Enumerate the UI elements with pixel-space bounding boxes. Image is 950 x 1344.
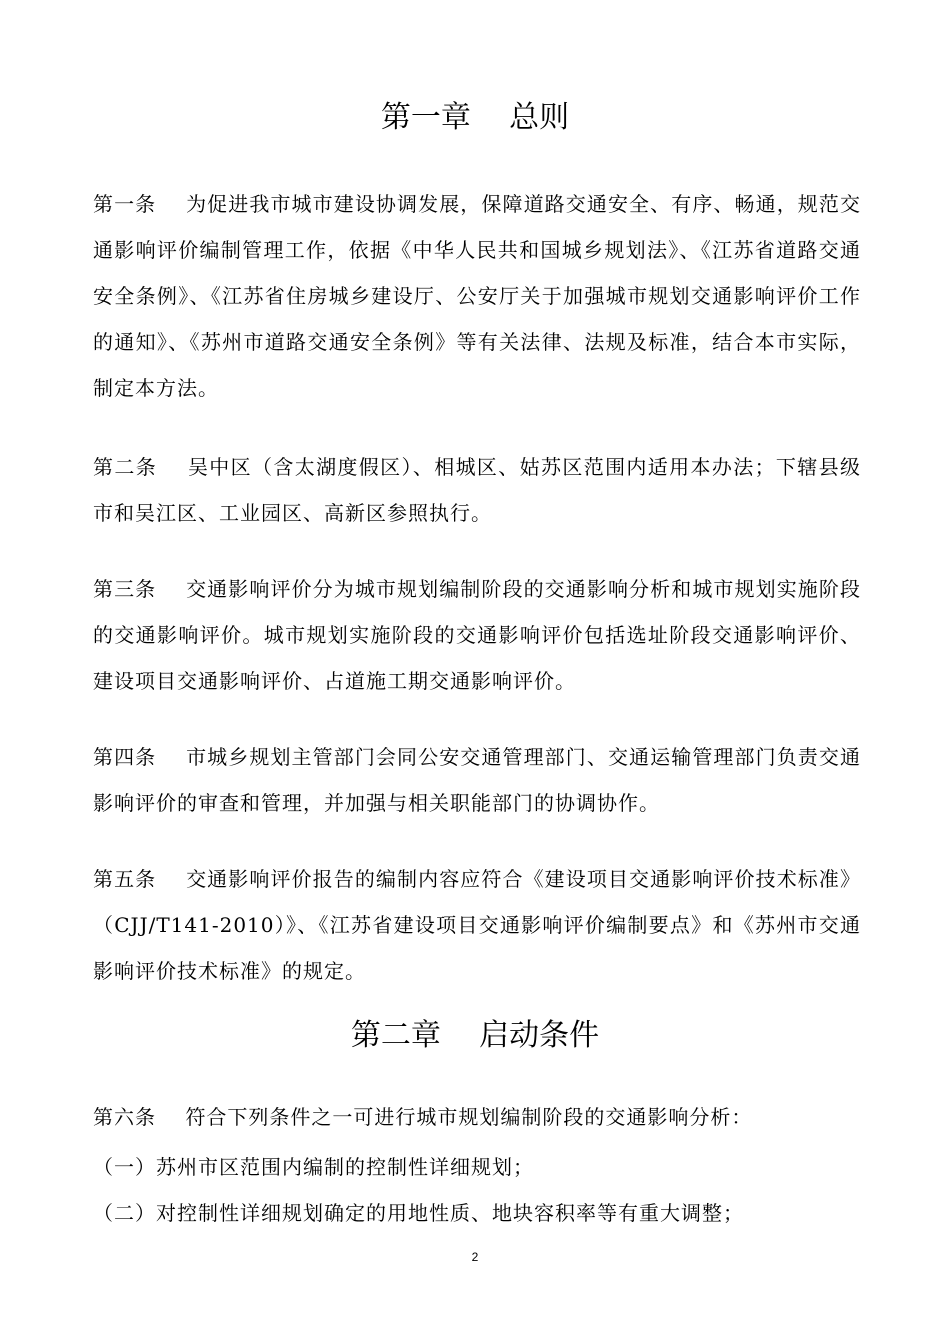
list-item-2: （二）对控制性详细规划确定的用地性质、地块容积率等有重大调整；: [93, 1201, 744, 1225]
list-item-1: （一）苏州市区范围内编制的控制性详细规划；: [93, 1155, 534, 1179]
article-number: 第六条: [93, 1105, 156, 1129]
article-number: 第二条: [93, 455, 158, 479]
page-number: 2: [471, 1250, 479, 1264]
article-text: 交通影响评价分为城市规划编制阶段的交通影响分析和城市规划实施阶段的交通影响评价。城市规划实施阶段的交通影响评价包括选址阶段交通影响评价、建设项目交通影响评价、占道施工期交通影响评价。: [93, 577, 861, 693]
article-text: 市城乡规划主管部门会同公安交通管理部门、交通运输管理部门负责交通影响评价的审查和管理，并加强与相关职能部门的协调协作。: [93, 745, 861, 815]
article-4: [93, 734, 861, 826]
article-text: 符合下列条件之一可进行城市规划编制阶段的交通影响分析：: [185, 1105, 753, 1129]
article-1: [93, 181, 861, 411]
article-6: [93, 1094, 861, 1140]
article-2: [93, 444, 861, 536]
article-5: [93, 856, 861, 994]
article-number: 第一条: [93, 192, 157, 216]
article-number: 第四条: [93, 745, 157, 769]
article-text: 交通影响评价报告的编制内容应符合《建设项目交通影响评价技术标准》（CJJ/T141-2010）》、《江苏省建设项目交通影响评价编制要点》和《苏州市交通影响评价技术标准》的规定。: [93, 867, 861, 983]
article-text: 吴中区（含太湖度假区）、相城区、姑苏区范围内适用本办法；下辖县级市和吴江区、工业园区、高新区参照执行。: [93, 455, 862, 525]
chapter-2-title: 第二章 启动条件: [350, 1018, 600, 1053]
article-3: [93, 566, 861, 704]
chapter-1-title: 第一章 总则: [380, 100, 570, 135]
article-number: 第五条: [93, 867, 157, 891]
article-text: 为促进我市城市建设协调发展，保障道路交通安全、有序、畅通，规范交通影响评价编制管理工作，依据《中华人民共和国城乡规划法》、《江苏省道路交通安全条例》、《江苏省住房城乡建设厅、公安厅关于加强城市规划交通影响评价工作的通知》、《苏州市道路交通安全条例》等有关法律、法规及标准，结合本市实际，制定本方法。: [93, 192, 861, 400]
article-number: 第三条: [93, 577, 157, 601]
